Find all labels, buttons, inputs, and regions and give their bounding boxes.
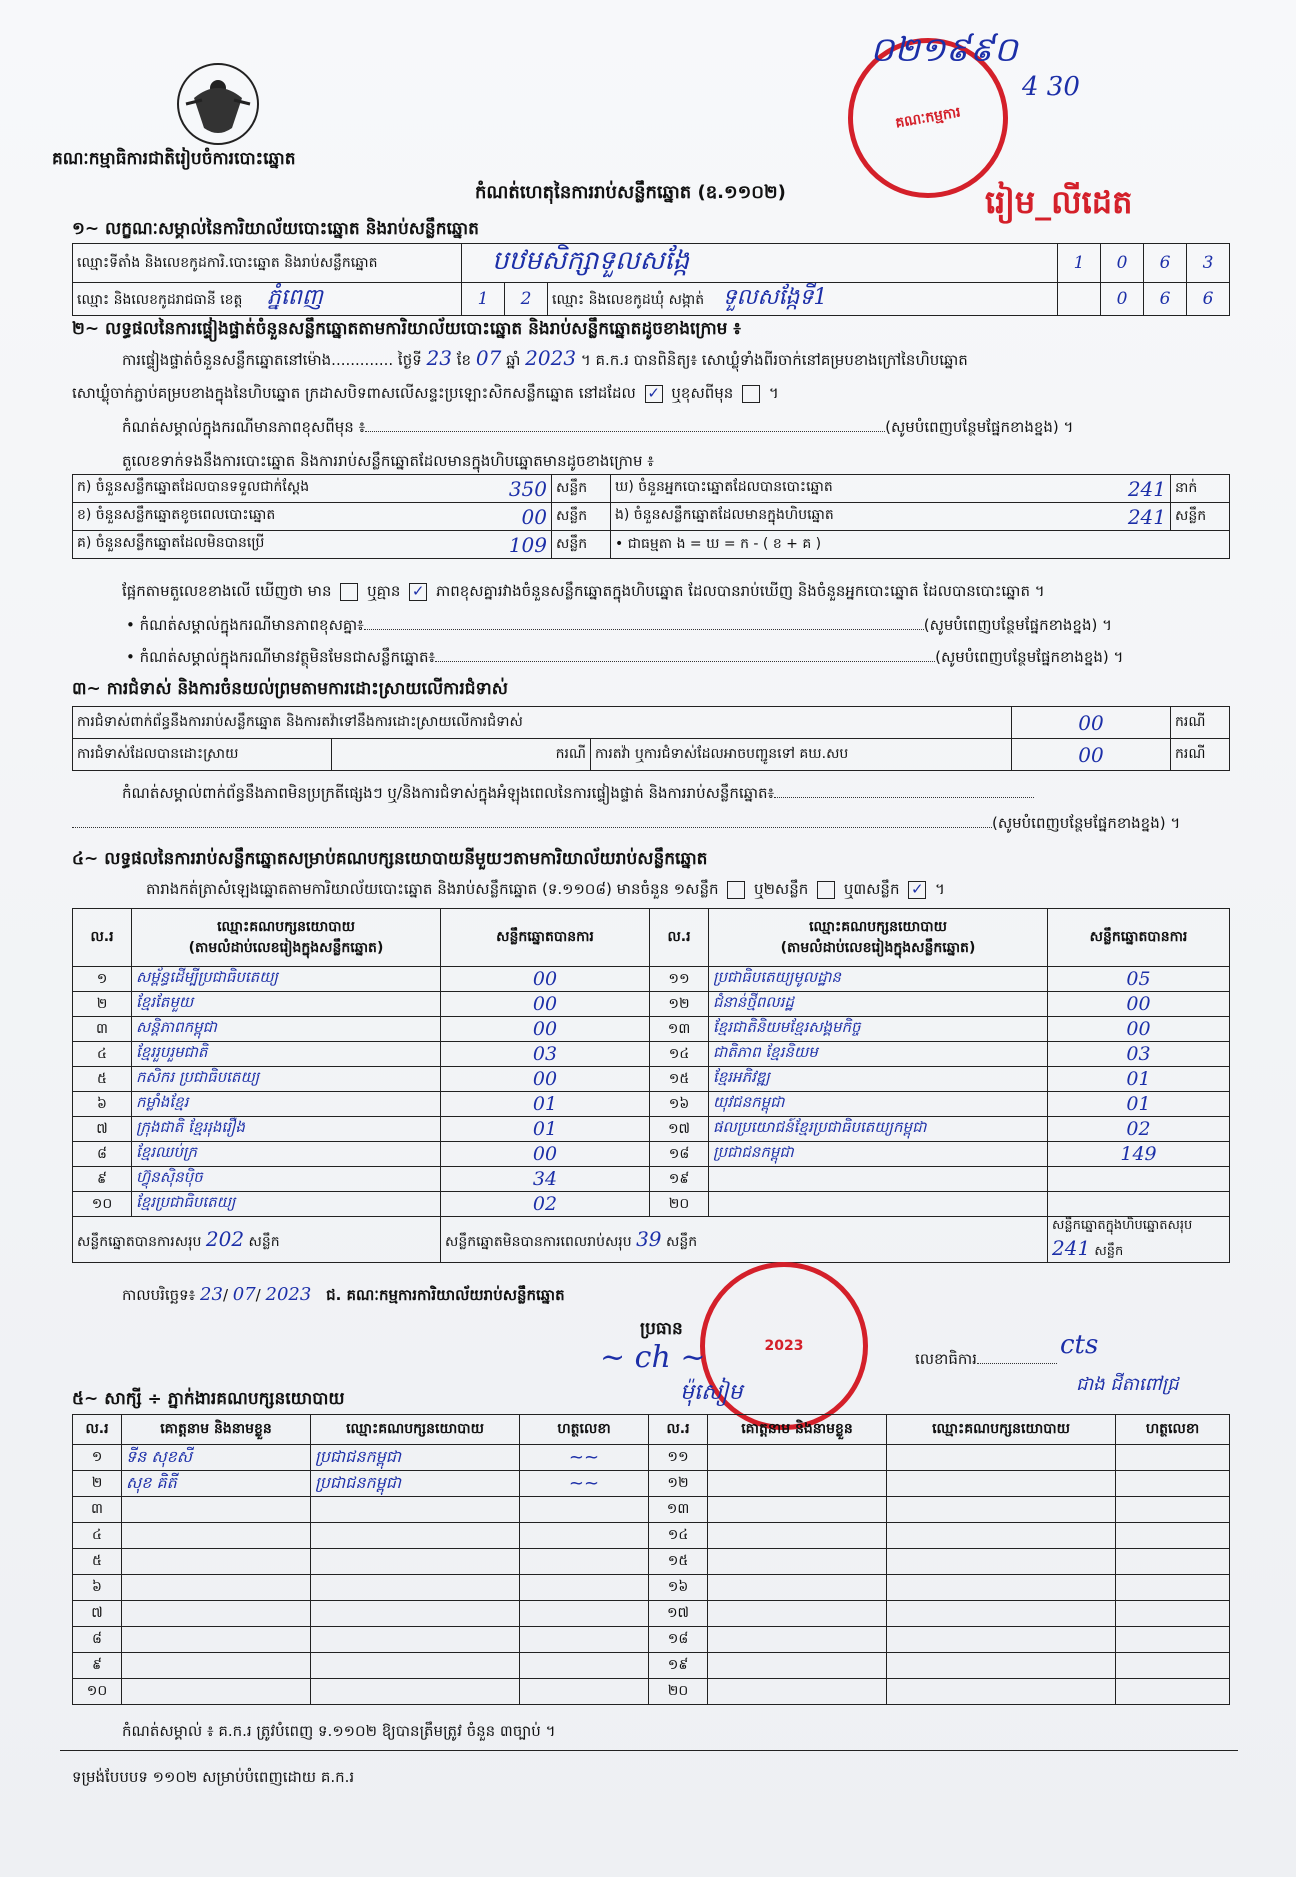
no-cell: ១៦ <box>649 1575 708 1601</box>
s3-row2-label: ការជំទាស់ដែលបានដោះស្រាយ <box>73 739 332 771</box>
s1-commune-code-digit <box>1058 283 1101 316</box>
votes-value: 05 <box>1048 967 1230 992</box>
col-header-votes: សន្លឹកឆ្នោតបានការ <box>441 909 650 967</box>
signer-name: រៀម_លីដេត <box>985 183 1133 221</box>
no-cell: ១៥ <box>649 1549 708 1575</box>
witness-name <box>122 1549 311 1575</box>
s1-code-digit: 3 <box>1187 244 1230 283</box>
no-cell: ១៤ <box>650 1042 709 1067</box>
table-row <box>73 1627 1230 1653</box>
witness-name <box>122 1679 311 1705</box>
president-name: ម៉ុសៀម <box>680 1380 743 1405</box>
section4-heading: ៤~ លទ្ធផលនៃការរាប់សន្លឹកឆ្នោតសម្រាប់គណបក្សនយោបាយនីមួយៗតាមការិយាល័យរាប់សន្លឹកឆ្នោត <box>72 849 708 869</box>
party-name: កសិករ ប្រជាធិបតេយ្យ <box>132 1067 441 1092</box>
no-cell: ១៤ <box>649 1523 708 1549</box>
no-cell: ១៨ <box>650 1142 709 1167</box>
section5-heading: ៥~ សាក្សី ÷ ភ្នាក់ងារគណបក្សនយោបាយ <box>72 1389 345 1409</box>
table-row <box>73 1523 1230 1549</box>
witness-name <box>708 1497 887 1523</box>
witness-name <box>708 1523 887 1549</box>
s2-line3: តួលេខទាក់ទងនឹងការបោះឆ្នោត និងការរាប់សន្លឹកឆ្នោតដែលមានក្នុងហិបឆ្នោតមានដូចខាងក្រោម ៖ <box>122 452 654 470</box>
different-checkbox[interactable] <box>742 385 760 403</box>
table-row <box>73 1445 1230 1471</box>
s3-unit: ករណី <box>1171 739 1230 771</box>
table-row <box>73 1679 1230 1705</box>
s3-note: កំណត់សម្គាល់ពាក់ព័ន្ធនឹងភាពមិនប្រក្រតីផ្សេងៗ ឬ/និងការជំទាស់ក្នុងអំឡុងពេលនៃការផ្ទៀងផ្ទាត់ និងការរាប់សន្លឹកឆ្នោត៖ <box>122 784 1034 806</box>
votes-value: 01 <box>1048 1067 1230 1092</box>
votes-value: 00 <box>1048 992 1230 1017</box>
s2-row-label: ខ) ចំនួនសន្លឹកឆ្នោតខូចពេលបោះឆ្នោត 00 <box>73 503 552 531</box>
secretary-signature: cts <box>1060 1330 1099 1360</box>
s3-unit: ករណី <box>1171 707 1230 739</box>
votes-value: 00 <box>441 1067 650 1092</box>
witness-name <box>122 1627 311 1653</box>
col-header-party: ឈ្មោះគណបក្សនយោបាយ <box>311 1415 520 1445</box>
witness-signature <box>520 1549 649 1575</box>
no-cell: ១២ <box>650 992 709 1017</box>
no-cell: ១៩ <box>649 1653 708 1679</box>
s5-witness-table <box>72 1414 1230 1705</box>
col-header-name: គោត្តនាម និងនាមខ្លួន <box>122 1415 311 1445</box>
witness-signature <box>1116 1497 1230 1523</box>
witness-party <box>311 1549 520 1575</box>
no-cell: ១២ <box>649 1471 708 1497</box>
section2-heading: ២~ លទ្ធផលនៃការផ្ទៀងផ្ទាត់ចំនួនសន្លឹកឆ្នោតតាមការិយាល័យបោះឆ្នោត និងរាប់សន្លឹកឆ្នោតដូចខាងក្រោម ៖ <box>72 319 741 339</box>
witness-name: ទីន សុខសី <box>122 1445 311 1471</box>
s5-witness-body <box>73 1445 1230 1705</box>
no-cell: ១៧ <box>650 1117 709 1142</box>
table-row <box>73 1142 1230 1167</box>
witness-party <box>887 1601 1116 1627</box>
total-invalid-value: 39 <box>636 1226 662 1251</box>
s3-row1-label: ការជំទាស់ពាក់ព័ន្ធនឹងការរាប់សន្លឹកឆ្នោត និងការតវ៉ាទៅនឹងការដោះស្រាយលើការជំទាស់ <box>73 707 1012 739</box>
col-header-no: ល.រ <box>73 909 132 967</box>
table-row <box>73 1549 1230 1575</box>
s1-code-digit: 1 <box>1058 244 1101 283</box>
no-cell: ៧ <box>73 1601 122 1627</box>
s3-unit: ករណី <box>332 739 591 771</box>
no-cell: ៦ <box>73 1092 132 1117</box>
witness-party <box>887 1653 1116 1679</box>
three-sheets-checkbox[interactable]: ✓ <box>908 881 926 899</box>
president-signature: ~ ch ~ <box>600 1340 706 1375</box>
s2-ballots-in-box: 241 <box>1127 504 1166 529</box>
secretary-line: លេខាធិការ <box>915 1350 1057 1372</box>
s1-code-digit: 6 <box>1144 244 1187 283</box>
witness-signature <box>520 1627 649 1653</box>
party-name: ខ្មែរអភិវឌ្ឍ <box>709 1067 1048 1092</box>
witness-name: សុខ គិតី <box>122 1471 311 1497</box>
table-row <box>73 1471 1230 1497</box>
col-header-no: ល.រ <box>73 1415 122 1445</box>
table-row <box>73 1042 1230 1067</box>
s2-unit2: សន្លឹក <box>1171 503 1230 531</box>
table-row <box>73 992 1230 1017</box>
witness-party <box>311 1627 520 1653</box>
s1-province-code-digit: 1 <box>462 283 505 316</box>
s5-footnote: កំណត់សម្គាល់ ៖ គ.ក.រ ត្រូវបំពេញ ទ.១១០២ ឱ្យបានត្រឹមត្រូវ ចំនួន ៣ច្បាប់ ។ <box>122 1722 556 1740</box>
s4-date-line: កាលបរិច្ឆេទ៖ 23/ 07/ 2023 ជ. គណៈកម្មការការិយាល័យរាប់សន្លឹកឆ្នោត <box>122 1284 565 1305</box>
two-sheets-checkbox[interactable] <box>817 881 835 899</box>
witness-party <box>311 1653 520 1679</box>
col-header-no: ល.រ <box>650 909 709 967</box>
witness-party <box>887 1679 1116 1705</box>
party-name <box>709 1192 1048 1217</box>
witness-name <box>708 1679 887 1705</box>
no-cell: ២០ <box>649 1679 708 1705</box>
witness-signature <box>520 1497 649 1523</box>
votes-value: 01 <box>441 1117 650 1142</box>
witness-party <box>311 1575 520 1601</box>
party-name: ផលប្រយោជន៍ខ្មែរប្រជាធិបតេយ្យកម្ពុជា <box>709 1117 1048 1142</box>
witness-name <box>122 1575 311 1601</box>
votes-value: 00 <box>441 1017 650 1042</box>
no-cell: ៣ <box>73 1017 132 1042</box>
witness-party <box>311 1601 520 1627</box>
has-difference-checkbox[interactable] <box>340 583 358 601</box>
no-cell: ១៧ <box>649 1601 708 1627</box>
s1-row1-label: ឈ្មោះទីតាំង និងលេខកូដការិ.បោះឆ្នោត និងរាប់សន្លឹកឆ្នោត <box>73 244 462 283</box>
table-row <box>73 1601 1230 1627</box>
votes-value: 02 <box>441 1192 650 1217</box>
witness-party: ប្រជាជនកម្ពុជា <box>311 1471 520 1497</box>
footer-divider <box>60 1750 1238 1751</box>
s2-note2: • កំណត់សម្គាល់ក្នុងករណីមានភាពខុសគ្នា៖ (សូមបំពេញបន្ថែមផ្នែកខាងខ្នង) ។ <box>126 616 1112 634</box>
s1-row2-label: ឈ្មោះ និងលេខកូដរាជធានី ខេត្ត ភ្នំពេញ <box>73 283 462 316</box>
party-name: សម្ព័ន្ធដើម្បីប្រជាធិបតេយ្យ <box>132 967 441 992</box>
table-row <box>73 1192 1230 1217</box>
votes-value <box>1048 1192 1230 1217</box>
one-sheet-checkbox[interactable] <box>727 881 745 899</box>
party-name: ហ៊្វុនស៊ិនប៉ិច <box>132 1167 441 1192</box>
witness-signature <box>520 1601 649 1627</box>
no-cell: ១០ <box>73 1679 122 1705</box>
s3-appeals-count: 00 <box>1012 739 1171 771</box>
table-row <box>73 1092 1230 1117</box>
party-name: ប្រជាជនកម្ពុជា <box>709 1142 1048 1167</box>
col-header-party: ឈ្មោះគណបក្សនយោបាយ <box>887 1415 1116 1445</box>
witness-party <box>887 1549 1116 1575</box>
no-cell: ៥ <box>73 1067 132 1092</box>
party-name: កម្លាំងខ្មែរ <box>132 1092 441 1117</box>
committee-sign-label: ជ. គណៈកម្មការការិយាល័យរាប់សន្លឹកឆ្នោត <box>326 1286 565 1304</box>
no-cell: ១៩ <box>650 1167 709 1192</box>
s1-row2-label2: ឈ្មោះ និងលេខកូដឃុំ សង្កាត់ ទួលសង្កែទី1 <box>548 283 1058 316</box>
s2-line4: ផ្អែកតាមតួលេខខាងលើ ឃើញថា មាន ឬគ្មាន ✓ ភាពខុសគ្នារវាងចំនួនសន្លឹកឆ្នោតក្នុងហិបឆ្នោត ដែលបានរាប់ឃើញ និងចំនួនអ្នកបោះឆ្នោត ដែលបានបោះឆ្នោត ។ <box>122 581 1045 600</box>
witness-signature <box>1116 1523 1230 1549</box>
committee-name: គណៈកម្មាធិការជាតិរៀបចំការបោះឆ្នោត <box>52 149 296 169</box>
witness-signature <box>1116 1653 1230 1679</box>
s3-objection-table <box>72 706 1230 771</box>
witness-signature <box>520 1679 649 1705</box>
s2-line1: ការផ្ទៀងផ្ទាត់ចំនួនសន្លឹកឆ្នោតនៅម៉ោង............. ថ្ងៃទី 23 ខែ 07 ឆ្នាំ 2023 ។ គ.ក.រ បានពិនិត្យ៖ សោឃ្លុំទាំងពីរចាក់នៅគម្របខាងក្រៅនៃហិបឆ្នោត <box>122 346 968 370</box>
votes-value: 03 <box>1048 1042 1230 1067</box>
witness-signature <box>1116 1601 1230 1627</box>
s2-received-ballots: 350 <box>508 476 547 501</box>
no-cell: ៨ <box>73 1627 122 1653</box>
witness-name <box>122 1523 311 1549</box>
witness-name <box>708 1575 887 1601</box>
s2-row-label2: ង) ចំនួនសន្លឹកឆ្នោតដែលមានក្នុងហិបឆ្នោត 241 <box>611 503 1171 531</box>
witness-signature <box>520 1653 649 1679</box>
total-box-cell: សន្លឹកឆ្នោតក្នុងហិបឆ្នោតសរុប 241 សន្លឹក <box>1048 1217 1230 1263</box>
col-header-votes: សន្លឹកឆ្នោតបានការ <box>1048 909 1230 967</box>
witness-party <box>887 1575 1116 1601</box>
table-row <box>73 1167 1230 1192</box>
no-cell: ១៦ <box>650 1092 709 1117</box>
no-difference-checkbox[interactable]: ✓ <box>409 583 427 601</box>
s3-note-line2: (សូមបំពេញបន្ថែមផ្នែកខាងខ្នង) ។ <box>72 814 1180 836</box>
no-cell: ៨ <box>73 1142 132 1167</box>
s2-note3: • កំណត់សម្គាល់ក្នុងករណីមានវត្ថុមិនមែនជាសន្លឹកឆ្នោត៖ (សូមបំពេញបន្ថែមផ្នែកខាងខ្នង) ។ <box>126 648 1124 666</box>
total-box-value: 241 <box>1052 1236 1091 1260</box>
s2-unit: សន្លឹក <box>552 475 611 503</box>
votes-value: 01 <box>1048 1092 1230 1117</box>
votes-value: 149 <box>1048 1142 1230 1167</box>
party-name: ជំនាន់ថ្មីពលរដ្ឋ <box>709 992 1048 1017</box>
committee-stamp: 2023 <box>700 1262 868 1430</box>
table-row <box>73 1017 1230 1042</box>
no-cell: ៧ <box>73 1117 132 1142</box>
s2-row-label: ក) ចំនួនសន្លឹកឆ្នោតដែលបានទទួលជាក់ស្តែង 350 <box>73 475 552 503</box>
witness-party <box>311 1679 520 1705</box>
table-row <box>73 1117 1230 1142</box>
witness-signature <box>1116 1549 1230 1575</box>
col-header-name: គោត្តនាម និងនាមខ្លួន <box>708 1415 887 1445</box>
total-valid-value: 202 <box>205 1226 245 1251</box>
section1-table <box>72 243 1230 316</box>
s3-row2-label2: ការតវ៉ា ឬការជំទាស់ដែលអាចបញ្ជូនទៅ គឃ.សប <box>591 739 1012 771</box>
table-row <box>73 967 1230 992</box>
witness-name <box>708 1601 887 1627</box>
s2-day: 23 <box>426 346 452 370</box>
no-cell: ១១ <box>649 1445 708 1471</box>
party-name: ខ្មែររួបរួមជាតិ <box>132 1042 441 1067</box>
s1-commune-code-digit: 6 <box>1144 283 1187 316</box>
s2-month: 07 <box>475 346 502 370</box>
witness-party <box>887 1445 1116 1471</box>
no-cell: ១៨ <box>649 1627 708 1653</box>
s2-unit2: នាក់ <box>1171 475 1230 503</box>
party-name: យុវជនកម្ពុជា <box>709 1092 1048 1117</box>
s2-row-label2: ឃ) ចំនួនអ្នកបោះឆ្នោតដែលបានបោះឆ្នោត 241 <box>611 475 1171 503</box>
col-header-sign: ហត្ថលេខា <box>520 1415 649 1445</box>
s1-province-name: ភ្នំពេញ <box>266 285 323 310</box>
official-stamp-top: គណៈកម្មការ <box>835 25 1020 210</box>
total-invalid-cell: សន្លឹកឆ្នោតមិនបានការពេលរាប់សរុប 39 សន្លឹក <box>441 1217 1048 1263</box>
no-cell: ៩ <box>73 1653 122 1679</box>
witness-party <box>887 1471 1116 1497</box>
s4-results-table <box>72 908 1230 1263</box>
votes-value: 02 <box>1048 1117 1230 1142</box>
secretary-name: ជាង ជីតាពៅជ្រ <box>1076 1374 1179 1395</box>
witness-signature: ~~ <box>520 1445 649 1471</box>
votes-value: 03 <box>441 1042 650 1067</box>
date-month: 07 <box>232 1284 256 1305</box>
s2-unused-ballots: 109 <box>508 532 547 557</box>
party-name <box>709 1167 1048 1192</box>
witness-name <box>122 1497 311 1523</box>
col-header-party: ឈ្មោះគណបក្សនយោបាយ (តាមលំដាប់លេខរៀងក្នុងសន្លឹកឆ្នោត) <box>132 909 441 967</box>
s2-formula: • ជាធម្មតា ង = ឃ = ក - ( ខ + គ ) <box>611 531 1230 559</box>
s1-commune-code-digit: 6 <box>1187 283 1230 316</box>
party-name: ខ្មែរឈប់ក្រ <box>132 1142 441 1167</box>
s1-commune-name: ទួលសង្កែទី1 <box>722 285 828 310</box>
party-name: ក្រុងជាតិ ខ្មែររុងរឿង <box>132 1117 441 1142</box>
s2-unit: សន្លឹក <box>552 531 611 559</box>
party-name: ខ្មែរជាតិនិយមខ្មែរសង្គមកិច្ច <box>709 1017 1048 1042</box>
witness-party: ប្រជាជនកម្ពុជា <box>311 1445 520 1471</box>
table-row <box>73 1067 1230 1092</box>
witness-name <box>708 1471 887 1497</box>
witness-signature <box>1116 1445 1230 1471</box>
witness-name <box>708 1627 887 1653</box>
s2-voters-voted: 241 <box>1127 476 1166 501</box>
votes-value <box>1048 1167 1230 1192</box>
party-name: ជាតិភាព ខ្មែរនិយម <box>709 1042 1048 1067</box>
no-cell: ៣ <box>73 1497 122 1523</box>
witness-signature <box>1116 1575 1230 1601</box>
witness-signature <box>520 1523 649 1549</box>
votes-value: 00 <box>1048 1017 1230 1042</box>
s2-row-label: គ) ចំនួនសន្លឹកឆ្នោតដែលមិនបានប្រើ 109 <box>73 531 552 559</box>
top-time-note: 4 30 <box>1022 72 1080 102</box>
witness-signature: ~~ <box>520 1471 649 1497</box>
witness-party <box>311 1523 520 1549</box>
party-name: ប្រជាធិបតេយ្យមូលដ្ឋាន <box>709 967 1048 992</box>
witness-signature <box>1116 1627 1230 1653</box>
s5-form-note: ទម្រង់បែបបទ ១១០២ សម្រាប់បំពេញដោយ គ.ក.រ <box>72 1768 355 1786</box>
table-row <box>73 1575 1230 1601</box>
no-cell: ២ <box>73 1471 122 1497</box>
no-cell: ៥ <box>73 1549 122 1575</box>
no-cell: ១ <box>73 967 132 992</box>
no-cell: ១១ <box>650 967 709 992</box>
no-cell: ៤ <box>73 1042 132 1067</box>
votes-value: 00 <box>441 992 650 1017</box>
s2-spoiled-ballots: 00 <box>521 504 547 529</box>
witness-party <box>887 1523 1116 1549</box>
no-cell: ២០ <box>650 1192 709 1217</box>
s4-intro: តារាងកត់ត្រាសំឡេងឆ្នោតតាមការិយាល័យបោះឆ្នោត និងរាប់សន្លឹកឆ្នោត (ទ.១១០៨) មានចំនួន ១សន្លឹក ឬ២សន្លឹក ឬ៣សន្លឹក ✓ ។ <box>146 879 945 898</box>
s1-province-code-digit: 2 <box>505 283 548 316</box>
party-name: សន្តិភាពកម្ពុជា <box>132 1017 441 1042</box>
s2-unit: សន្លឹក <box>552 503 611 531</box>
witness-party <box>887 1497 1116 1523</box>
witness-name <box>708 1653 887 1679</box>
s2-year: 2023 <box>525 346 577 370</box>
president-label: ប្រធាន <box>640 1319 683 1339</box>
witness-signature <box>1116 1471 1230 1497</box>
same-as-before-checkbox[interactable]: ✓ <box>645 385 663 403</box>
witness-signature <box>1116 1679 1230 1705</box>
section1-heading: ១~ លក្ខណៈសម្គាល់នៃការិយាល័យបោះឆ្នោត និងរាប់សន្លឹកឆ្នោត <box>72 219 479 239</box>
col-header-sign: ហត្ថលេខា <box>1116 1415 1230 1445</box>
total-valid-cell: សន្លឹកឆ្នោតបានការសរុប 202 សន្លឹក <box>73 1217 441 1263</box>
s1-commune-code-digit: 0 <box>1101 283 1144 316</box>
table-row <box>73 1497 1230 1523</box>
col-header-party: ឈ្មោះគណបក្សនយោបាយ (តាមលំដាប់លេខរៀងក្នុងសន្លឹកឆ្នោត) <box>709 909 1048 967</box>
witness-name <box>708 1549 887 1575</box>
votes-value: 00 <box>441 1142 650 1167</box>
witness-party <box>887 1627 1116 1653</box>
no-cell: ១៣ <box>649 1497 708 1523</box>
date-day: 23 <box>200 1284 223 1305</box>
s1-polling-station-name: បឋមសិក្សាទួលសង្កែ <box>462 244 1058 283</box>
s1-code-digit: 0 <box>1101 244 1144 283</box>
no-cell: ១០ <box>73 1192 132 1217</box>
date-year: 2023 <box>265 1284 312 1305</box>
witness-party <box>311 1497 520 1523</box>
section3-heading: ៣~ ការជំទាស់ និងការចំនយល់ព្រមតាមការដោះស្រាយលើការជំទាស់ <box>72 679 508 699</box>
votes-value: 00 <box>441 967 650 992</box>
s2-counts-table <box>72 474 1230 559</box>
party-name: ខ្មែរតែមួយ <box>132 992 441 1017</box>
votes-value: 34 <box>441 1167 650 1192</box>
no-cell: ៦ <box>73 1575 122 1601</box>
no-cell: ៤ <box>73 1523 122 1549</box>
witness-name <box>708 1445 887 1471</box>
witness-name <box>122 1601 311 1627</box>
no-cell: ១ <box>73 1445 122 1471</box>
witness-signature <box>520 1575 649 1601</box>
s2-line2: សោឃ្លុំចាក់ភ្ជាប់គម្របខាងក្នុងនៃហិបឆ្នោត ក្រដាសបិទពាសលើសន្ទះប្រឡោះសិកសន្លឹកឆ្នោត នៅដដែល ✓ ឬខុសពីមុន ។ <box>72 383 779 402</box>
form-title: កំណត់ហេតុនៃការរាប់សន្លឹកឆ្នោត (ឧ.១១០២) <box>475 182 786 203</box>
s3-objections-count: 00 <box>1012 707 1171 739</box>
s2-note1: កំណត់សម្គាល់ក្នុងករណីមានភាពខុសពីមុន ៖ (សូមបំពេញបន្ថែមផ្នែកខាងខ្នង) ។ <box>122 418 1074 436</box>
col-header-no: ល.រ <box>649 1415 708 1445</box>
top-handwriting: ០២១៩៩០ <box>870 30 1018 70</box>
witness-name <box>122 1653 311 1679</box>
nec-emblem-icon <box>172 58 264 150</box>
no-cell: ២ <box>73 992 132 1017</box>
table-row <box>73 1653 1230 1679</box>
votes-value: 01 <box>441 1092 650 1117</box>
party-name: ខ្មែរប្រជាធិបតេយ្យ <box>132 1192 441 1217</box>
no-cell: ៩ <box>73 1167 132 1192</box>
no-cell: ១៥ <box>650 1067 709 1092</box>
s4-results-body <box>73 967 1230 1217</box>
no-cell: ១៣ <box>650 1017 709 1042</box>
